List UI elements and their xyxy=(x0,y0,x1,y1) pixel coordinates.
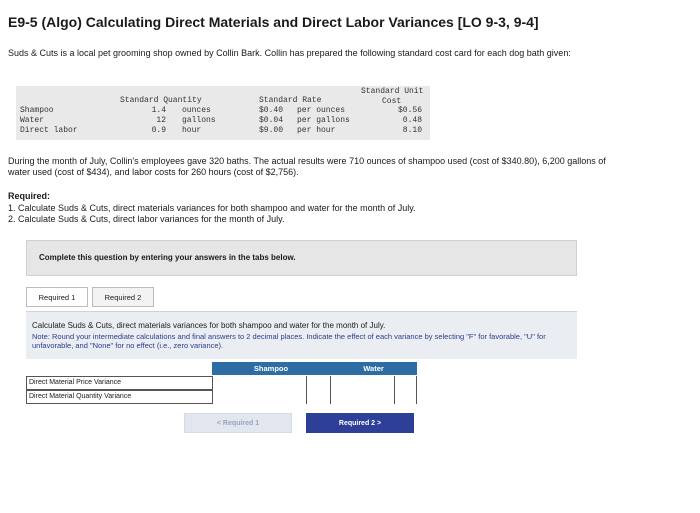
water-price-amount-input[interactable] xyxy=(330,376,394,390)
instructions-panel xyxy=(26,311,577,359)
header-standard-rate: Standard Rate xyxy=(259,96,322,105)
shampoo-price-amount-input[interactable] xyxy=(212,376,306,390)
water-quantity-amount-input[interactable] xyxy=(330,390,394,404)
shampoo-quantity-amount-input[interactable] xyxy=(212,390,306,404)
row-water-rate: $0.04 xyxy=(259,116,284,125)
row-labor-rate-unit: per hour xyxy=(297,126,336,135)
instructions-line: Calculate Suds & Cuts, direct materials variances for both shampoo and water for the month of July. xyxy=(32,321,386,330)
row-water-qty: 12 xyxy=(156,116,166,125)
page-title: E9-5 (Algo) Calculating Direct Materials and Direct Labor Variances [LO 9-3, 9-4] xyxy=(8,14,539,30)
column-header-water: Water xyxy=(330,362,417,375)
tab-required-2[interactable]: Required 2 xyxy=(92,287,154,307)
intro-text: Suds & Cuts is a local pet grooming shop owned by Collin Bark. Collin has prepared the following standard cost card for each dog bath given: xyxy=(8,48,571,58)
water-quantity-effect-select[interactable] xyxy=(394,390,416,404)
table-row xyxy=(26,376,417,390)
required-list xyxy=(8,203,416,225)
row-shampoo-item: Shampoo xyxy=(20,106,54,115)
header-unit-cost-2: Cost xyxy=(382,97,402,106)
column-header-shampoo: Shampoo xyxy=(212,362,330,375)
header-unit-cost-1: Standard Unit xyxy=(361,87,424,96)
required-heading: Required: xyxy=(8,191,51,201)
row-shampoo-qty-unit: ounces xyxy=(182,106,211,115)
row-labor-rate: $9.00 xyxy=(259,126,284,135)
tab-required-1[interactable]: Required 1 xyxy=(26,287,88,307)
row-labor-qty: 0.9 xyxy=(151,126,166,135)
row-water-qty-unit: gallons xyxy=(182,116,216,125)
next-required-2-button[interactable]: Required 2 > xyxy=(306,413,414,433)
row-water-cost: 0.48 xyxy=(402,116,422,125)
row-label-quantity-variance: Direct Material Quantity Variance xyxy=(29,393,132,400)
required-item-2: 2. Calculate Suds & Cuts, direct labor variances for the month of July. xyxy=(8,214,285,224)
required-item-1: 1. Calculate Suds & Cuts, direct materials variances for both shampoo and water for the month of July. xyxy=(8,203,416,213)
row-labor-cost: 8.10 xyxy=(402,126,422,135)
shampoo-price-effect-select[interactable] xyxy=(306,376,330,390)
row-label-price-variance: Direct Material Price Variance xyxy=(29,379,122,386)
row-shampoo-rate-unit: per ounces xyxy=(297,106,346,115)
row-shampoo-cost: $0.56 xyxy=(397,106,422,115)
instructions-note: Note: Round your intermediate calculations and final answers to 2 decimal places. Indicate the effect of each variance by selecting "F" for favorable, "U" for unfavorable, and "None" for no effect (i.e., zero variance). xyxy=(32,332,546,350)
month-results-text: During the month of July, Collin's employees gave 320 baths. The actual results were 710 ounces of shampoo used (cost of $340.80), 6,200 gallons of water used (cost of $434), and labor costs for 260 hours (cost of $2,756). xyxy=(8,156,606,177)
standard-cost-card xyxy=(16,86,430,140)
row-labor-item: Direct labor xyxy=(20,126,78,135)
water-price-effect-select[interactable] xyxy=(394,376,416,390)
header-standard-quantity: Standard Quantity xyxy=(120,96,202,105)
complete-prompt: Complete this question by entering your answers in the tabs below. xyxy=(39,253,296,262)
table-row xyxy=(26,390,417,404)
prev-required-1-button[interactable]: < Required 1 xyxy=(184,413,292,433)
complete-question-banner xyxy=(26,240,577,276)
row-labor-qty-unit: hour xyxy=(182,126,202,135)
shampoo-quantity-effect-select[interactable] xyxy=(306,390,330,404)
row-water-rate-unit: per gallons xyxy=(297,116,350,125)
row-shampoo-rate: $0.40 xyxy=(259,106,284,115)
row-shampoo-qty: 1.4 xyxy=(151,106,166,115)
row-water-item: Water xyxy=(20,116,45,125)
